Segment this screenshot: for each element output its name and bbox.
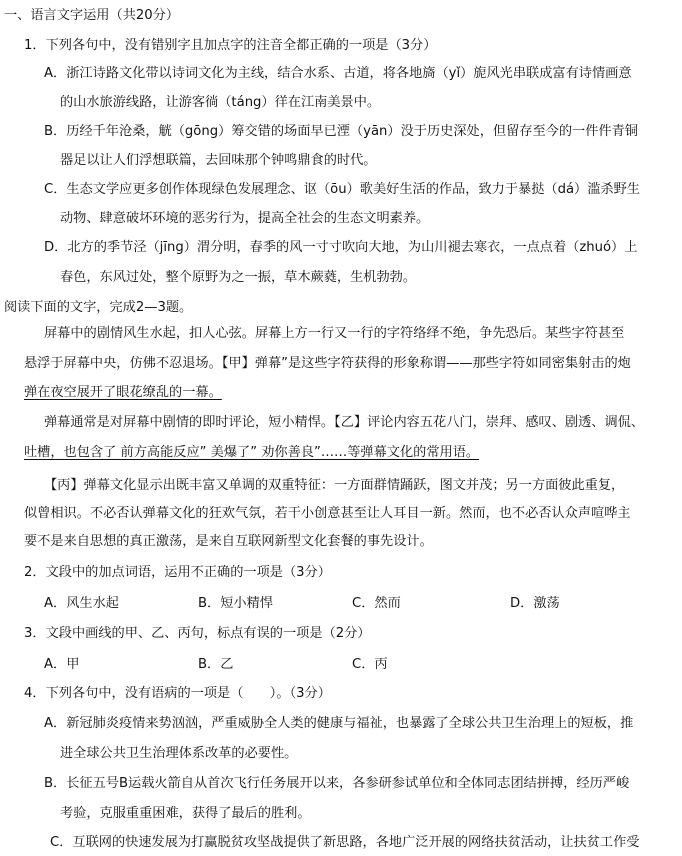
q2-option-c: C．然而 <box>352 596 401 611</box>
q3-option-a: A．甲 <box>44 657 80 672</box>
q4-option-b-line2: 考验，克服重重困难，获得了最后的胜利。 <box>60 806 311 821</box>
reading-intro: 阅读下面的文字，完成2—3题。 <box>4 300 193 315</box>
q4-option-c-line1: C．互联网的快速发展为打赢脱贫攻坚战提供了新思路，各地广泛开展的网络扶贫活动，让扶贫工作受 <box>50 835 640 850</box>
q2-option-b: B．短小精悍 <box>198 596 273 611</box>
q1-option-b-line2: 器足以让人们浮想联篇，去回味那个钟鸣鼎食的时代。 <box>60 153 377 168</box>
q3-option-c: C．丙 <box>352 657 388 672</box>
q1-stem: 1．下列各句中，没有错别字且加点字的注音全都正确的一项是（3分） <box>24 38 437 53</box>
q4-stem: 4．下列各句中，没有语病的一项是（ ）。（3分） <box>24 686 331 701</box>
q1-option-a-line2: 的山水旅游线路，让游客徜（táng）徉在江南美景中。 <box>60 95 381 110</box>
section-title: 一、语言文字运用（共20分） <box>4 8 180 23</box>
q4-option-b-line1: B．长征五号B运载火箭自从首次飞行任务展开以来，各参研参试单位和全体同志团结拼搏，经历严峻 <box>44 776 630 791</box>
q1-option-c-line2: 动物、肆意破坏环境的恶劣行为，提高全社会的生态文明素养。 <box>60 211 430 226</box>
q4-option-a-line1: A．新冠肺炎疫情来势汹汹，严重威胁全人类的健康与福祉，也暴露了全球公共卫生治理上的短板，推 <box>44 716 634 731</box>
q1-option-b-line1: B．历经千年沧桑，觥（gōng）筹交错的场面早已湮（yān）没于历史深处，但留存至今的一件件青铜 <box>44 124 638 139</box>
q4-option-a-line2: 进全球公共卫生治理体系改革的必要性。 <box>60 746 298 761</box>
q2-option-a: A．风生水起 <box>44 596 119 611</box>
q1-option-a-line1: A．浙江诗路文化带以诗词文化为主线，结合水系、古道，将各地旖（yǐ）旎风光串联成富有诗情画意 <box>44 66 632 81</box>
q2-option-d: D．激荡 <box>510 596 560 611</box>
passage-p1-line2: 悬浮于屏幕中央，仿佛不忍退场。【甲】弹幕”是这些字符获得的形象称谓——那些字符如同密集射击的炮 <box>24 356 631 371</box>
passage-p2-line2: 吐槽，也包含了 前方高能反应” 美爆了” 劝你善良”……等弹幕文化的常用语。 <box>24 445 480 460</box>
passage-p3-line3: 要不是来自思想的真正激荡，是来自互联网新型文化套餐的事先设计。 <box>24 534 433 549</box>
q3-option-b: B．乙 <box>198 657 234 672</box>
q1-option-c-line1: C．生态文学应更多创作体现绿色发展理念、讴（ōu）歌美好生活的作品，致力于暴挞（dá）滥杀野生 <box>44 182 640 197</box>
q3-stem: 3．文段中画线的甲、乙、丙句，标点有误的一项是（2分） <box>24 626 371 641</box>
passage-p1-line1: 屏幕中的剧情风生水起，扣人心弦。屏幕上方一行又一行的字符络绎不绝，争先恐后。某些字符甚至 <box>44 326 625 341</box>
q1-option-d-line1: D．北方的季节泾（jīng）渭分明，春季的风一寸寸吹向大地，为山川褪去寒衣，一点点着（zhuó）上 <box>44 240 638 255</box>
passage-p2-line1: 弹幕通常是对屏幕中剧情的即时评论，短小精悍。【乙】评论内容五花八门，崇拜、感叹、剧透、调侃、 <box>44 415 645 430</box>
passage-p3-line1: 【丙】弹幕文化显示出既丰富又单调的双重特征：一方面群情踊跃，图文并茂；另一方面彼此重复， <box>44 478 625 493</box>
passage-p3-line2: 似曾相识。不必否认弹幕文化的狂欢气氛，若干小创意甚至让人耳目一新。然而，也不必否认众声喧哗主 <box>24 506 631 521</box>
q1-option-d-line2: 春色，东风过处，整个原野为之一振，草木蕨蕤，生机勃勃。 <box>60 270 417 285</box>
q2-stem: 2．文段中的加点词语，运用不正确的一项是（3分） <box>24 565 331 580</box>
passage-p1-line3: 弹在夜空展开了眼花缭乱的一幕。 <box>24 385 222 400</box>
